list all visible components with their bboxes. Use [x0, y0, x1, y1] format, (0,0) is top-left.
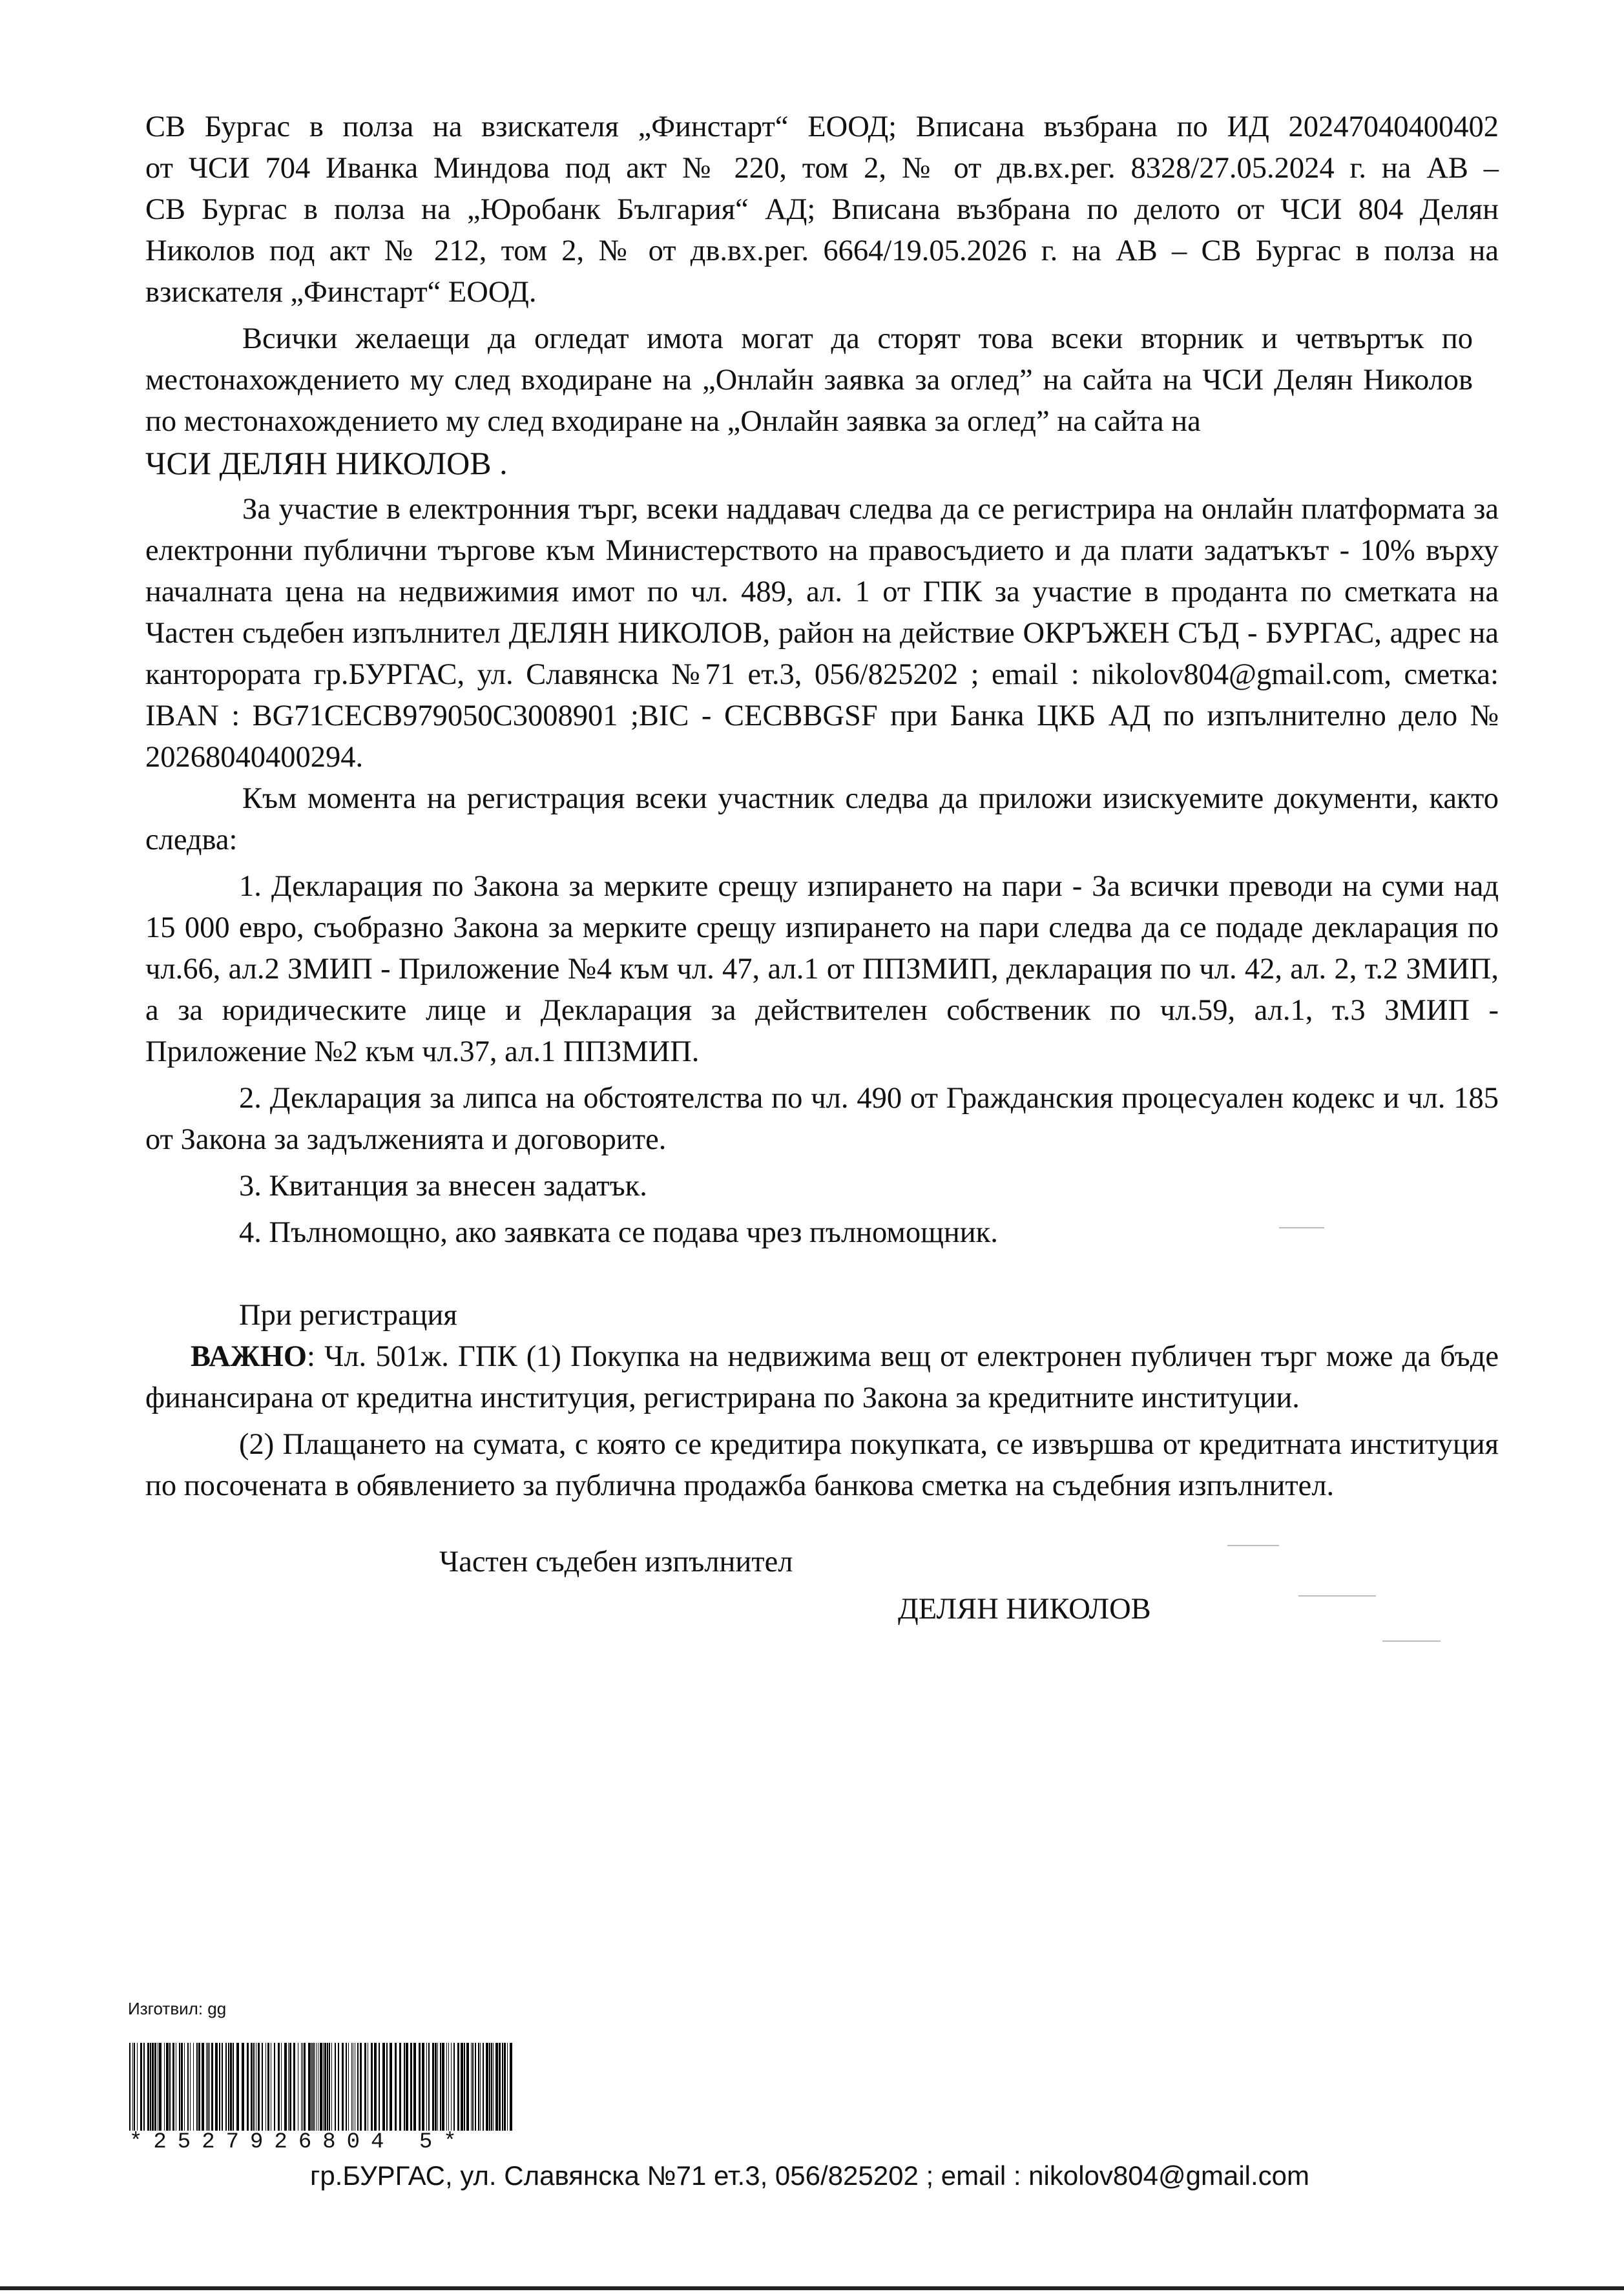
barcode-bar — [510, 2043, 512, 2131]
list-item-2: 2. Декларация за липса на обстоятелства по чл. 490 от Гражданския процесуален кодекс и чл. 185 от Закона за задълженията и договорите. — [145, 1082, 1499, 1156]
bottom-rule — [0, 2286, 1624, 2290]
barcode-bar — [267, 2043, 269, 2131]
barcode-bar — [478, 2043, 479, 2131]
barcode-bar — [262, 2043, 263, 2131]
barcode-bar — [187, 2043, 189, 2131]
barcode-bar — [236, 2043, 239, 2131]
payment-paragraph: (2) Плащането на сумата, с която се кредитира покупката, се извършва от кредитната институция по посочената в обявлението за публична продажба банкова сметка на съдебния изпълнител. — [145, 1428, 1499, 1502]
barcode-bar — [440, 2043, 441, 2131]
barcode-bar — [413, 2043, 416, 2131]
barcode-bar — [242, 2043, 244, 2131]
barcode-bar — [348, 2043, 349, 2131]
barcode-bar — [313, 2043, 315, 2131]
barcode-bar — [193, 2043, 194, 2131]
footer-address: гр.БУРГАС, ул. Славянска №71 ет.3, 056/825202 ; email : nikolov804@gmail.com — [310, 2160, 1310, 2191]
auction-paragraph: За участие в електронния търг, всеки наддавач следва да се регистрира на онлайн платформата за електронни публични търгове към Министерството на правосъдието и да плати задатъкът - 10% върху началната цена на недвижимия имот по чл. 489, ал. 1 от ГПК за участие в проданта по сметката на Частен съдебен изпълнител ДЕЛЯН НИКОЛОВ, район на действие ОКРЪЖЕН СЪД - БУРГАС, адрес на канторората гр.БУРГАС, ул. Славянска №71 ет.3, 056/825202 ; email : nikolov804@gmail.com, сметка: IBAN : BG71CECB979050C3008901 ;BIC - CECBBGSF при Банка ЦКБ АД по изпълнително дело № 20268040400294. — [145, 493, 1499, 774]
barcode-bar — [219, 2043, 220, 2131]
barcode-bar — [466, 2043, 469, 2131]
list-item-4: 4. Пълномощно, ако заявката се подава чрез пълномощник. — [239, 1216, 998, 1249]
registration-documents-intro: Към момента на регистрация всеки участник следва да приложи изискуемите документи, както следва: — [145, 782, 1499, 856]
barcode-bar — [379, 2043, 380, 2131]
barcode-bar — [502, 2043, 503, 2131]
barcode-bar — [495, 2043, 498, 2131]
barcode-bar — [491, 2043, 492, 2131]
barcode-bar — [207, 2043, 209, 2131]
text-line: Николов под акт № 212, том 2, № от дв.вх.рег. 6664/19.05.2026 г. на АВ – СВ Бургас в полза на — [145, 234, 1499, 267]
barcode-bar — [422, 2043, 424, 2131]
document-body — [145, 107, 1499, 1507]
barcode-bar — [293, 2043, 295, 2131]
barcode-bar — [346, 2043, 347, 2131]
barcode-bar — [435, 2043, 437, 2131]
barcode-bar — [169, 2043, 171, 2131]
barcode-bar — [360, 2043, 362, 2131]
barcode-bar — [499, 2043, 501, 2131]
text-line: СВ Бургас в полза на взискателя „Финстарт“ ЕООД; Вписана възбрана по ИД 20247040400402 — [145, 110, 1499, 143]
barcode-bar — [281, 2043, 282, 2131]
barcode-bar — [251, 2043, 253, 2131]
barcode-bar — [308, 2043, 311, 2131]
barcode-bar — [489, 2043, 490, 2131]
barcode-bar — [324, 2043, 326, 2131]
barcode-bar — [472, 2043, 474, 2131]
barcode-bar — [134, 2043, 135, 2131]
barcode-bar — [386, 2043, 388, 2131]
barcode-bar — [179, 2043, 180, 2131]
barcode-bar — [374, 2043, 377, 2131]
barcode-bar — [166, 2043, 169, 2131]
text-line: от ЧСИ 704 Иванка Миндова под акт № 220, том 2, № от дв.вх.рег. 8328/27.05.2024 г. на АВ – — [145, 152, 1499, 185]
text-line: СВ Бургас в полза на „Юробанк България“ АД; Вписана възбрана по делото от ЧСИ 804 Делян — [145, 193, 1499, 226]
barcode-bar — [507, 2043, 508, 2131]
barcode-bar — [284, 2043, 287, 2131]
barcode-bar — [265, 2043, 266, 2131]
barcode-bar — [129, 2043, 130, 2131]
barcode-bar — [198, 2043, 200, 2131]
barcode-bar — [202, 2043, 204, 2131]
barcode-bar — [181, 2043, 183, 2131]
prepared-by: Изготвил: gg — [128, 1999, 227, 2018]
barcode-bar — [329, 2043, 330, 2131]
barcode-bar — [357, 2043, 359, 2131]
barcode-bar — [390, 2043, 392, 2131]
barcode-bar — [371, 2043, 373, 2131]
barcode-bar — [442, 2043, 444, 2131]
text-line: взискателя „Финстарт“ ЕООД. — [145, 276, 537, 309]
barcode-bar — [504, 2043, 506, 2131]
barcode-bar — [395, 2043, 397, 2131]
barcode — [129, 2043, 514, 2131]
barcode-bar — [311, 2043, 313, 2131]
barcode-bar — [222, 2043, 223, 2131]
barcode-bar — [172, 2043, 174, 2131]
viewing-paragraph-end: ЧСИ ДЕЛЯН НИКОЛОВ . — [145, 445, 508, 481]
barcode-number: *2527926804 5* — [129, 2130, 468, 2155]
barcode-bar — [154, 2043, 156, 2131]
barcode-bar — [215, 2043, 218, 2131]
barcode-bar — [304, 2043, 306, 2131]
barcode-bar — [247, 2043, 249, 2131]
barcode-bar — [364, 2043, 366, 2131]
barcode-bar — [301, 2043, 302, 2131]
barcode-bar — [493, 2043, 494, 2131]
barcode-bar — [253, 2043, 255, 2131]
barcode-bar — [323, 2043, 324, 2131]
barcode-bar — [461, 2043, 463, 2131]
barcode-bar — [483, 2043, 484, 2131]
signatory-name: ДЕЛЯН НИКОЛОВ — [898, 1593, 1151, 1626]
barcode-bar — [228, 2043, 229, 2131]
barcode-bar — [448, 2043, 449, 2131]
barcode-bar — [464, 2043, 465, 2131]
list-item-3: 3. Квитанция за внесен задатък. — [239, 1170, 647, 1203]
barcode-bar — [211, 2043, 213, 2131]
barcode-bar — [190, 2043, 191, 2131]
barcode-bar — [338, 2043, 339, 2131]
barcode-bar — [406, 2043, 408, 2131]
registration-label: При регистрация — [239, 1299, 457, 1332]
barcode-bar — [471, 2043, 472, 2131]
barcode-bar — [480, 2043, 481, 2131]
viewing-paragraph: Всички желаещи да огледат имота могат да сторят това всеки вторник и четвъртък по местонахождението му след входиране на „Онлайн заявка за оглед” на сайта на ЧСИ Делян Николов по местонахождението му след входиране на „Онлайн заявка за оглед” на сайта на — [145, 322, 1473, 438]
barcode-bar — [399, 2043, 401, 2131]
barcode-bar — [233, 2043, 234, 2131]
barcode-bar — [150, 2043, 151, 2131]
barcode-bar — [342, 2043, 344, 2131]
barcode-bar — [410, 2043, 412, 2131]
barcode-bar — [159, 2043, 161, 2131]
barcode-bar — [486, 2043, 488, 2131]
barcode-bar — [288, 2043, 289, 2131]
barcode-bar — [196, 2043, 198, 2131]
barcode-bar — [446, 2043, 447, 2131]
barcode-bar — [152, 2043, 154, 2131]
barcode-bar — [140, 2043, 142, 2131]
barcode-bar — [432, 2043, 434, 2131]
barcode-bar — [419, 2043, 421, 2131]
barcode-bar — [331, 2043, 332, 2131]
barcode-bar — [404, 2043, 405, 2131]
barcode-bar — [302, 2043, 303, 2131]
barcode-bar — [278, 2043, 280, 2131]
barcode-bar — [137, 2043, 138, 2131]
barcode-bar — [225, 2043, 227, 2131]
barcode-bar — [147, 2043, 149, 2131]
important-paragraph — [145, 1336, 1499, 1419]
barcode-bar — [437, 2043, 438, 2131]
barcode-bar — [320, 2043, 322, 2131]
barcode-bar — [164, 2043, 165, 2131]
barcode-bar — [316, 2043, 317, 2131]
list-item-1: 1. Декларация по Закона за мерките срещу изпирането на пари - За всички преводи на суми над 15 000 евро, съобразно Закона за мерките срещу изпирането на пари следва да се подаде декларация по чл.66, ал.2 ЗМИП - Приложение №4 към чл. 47, ал.1 от ППЗМИП, декларация по чл. 42, ал. 2, т.2 ЗМИП, а за юридическите лице и Декларация за действителен собственик по чл.59, ал.1, т.3 ЗМИП - Приложение №2 към чл.37, ал.1 ППЗМИП. — [145, 870, 1499, 1068]
barcode-bar — [206, 2043, 207, 2131]
important-label: ВАЖНО — [191, 1340, 307, 1373]
barcode-bar — [426, 2043, 427, 2131]
barcode-bar — [382, 2043, 385, 2131]
barcode-bar — [184, 2043, 185, 2131]
barcode-bar — [457, 2043, 459, 2131]
barcode-bar — [274, 2043, 275, 2131]
barcode-bar — [289, 2043, 291, 2131]
barcode-bar — [230, 2043, 232, 2131]
signatory-title: Частен съдебен изпълнител — [439, 1546, 793, 1578]
barcode-bar — [132, 2043, 133, 2131]
barcode-bar — [453, 2043, 455, 2131]
barcode-bar — [335, 2043, 336, 2131]
barcode-bar — [327, 2043, 328, 2131]
barcode-bar — [428, 2043, 430, 2131]
barcode-bar — [351, 2043, 352, 2131]
important-text: : Чл. 501ж. ГПК (1) Покупка на недвижима вещ от електронен публичен търг може да бъде финансирана от кредитна институция, регистрирана по Закона за кредитните институции. — [145, 1340, 1499, 1414]
barcode-bar — [258, 2043, 260, 2131]
barcode-bar — [209, 2043, 210, 2131]
barcode-bar — [451, 2043, 452, 2131]
barcode-bar — [143, 2043, 145, 2131]
barcode-bar — [475, 2043, 476, 2131]
